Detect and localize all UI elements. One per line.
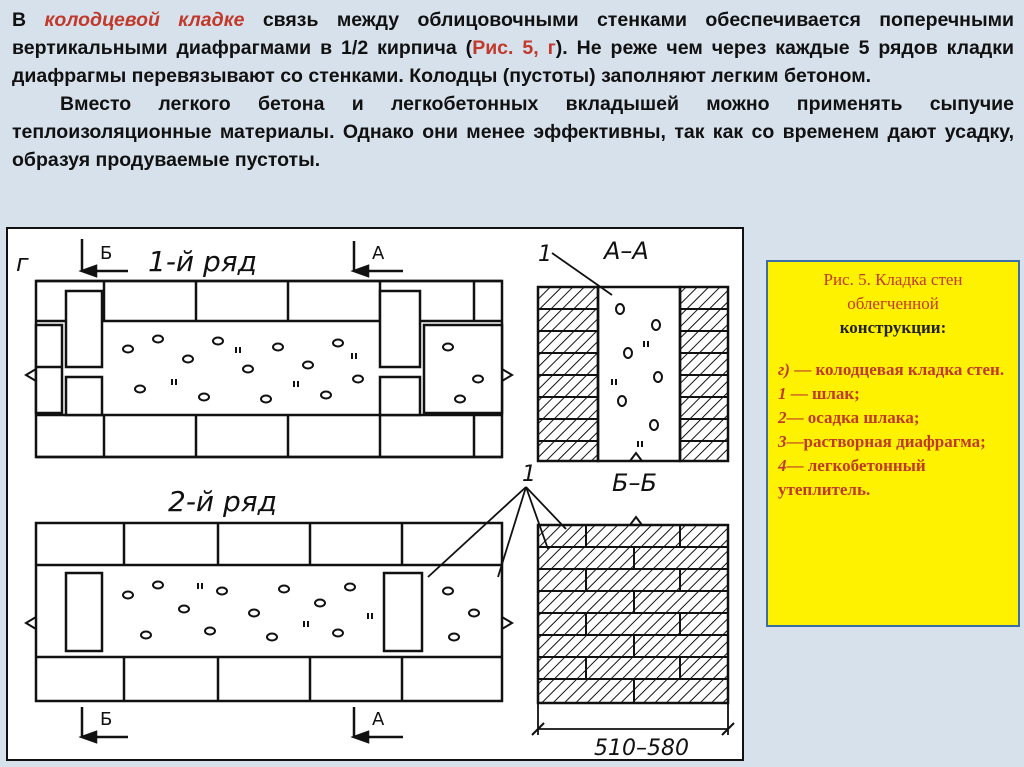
body-text [12, 6, 1014, 174]
legend-4-text: — легкобетонный утеплитель. [778, 456, 926, 499]
caption-title-1: Рис. 5. Кладка стен [823, 270, 963, 289]
masonry-figure [6, 227, 744, 761]
caption-title-2: облегченной [847, 294, 939, 313]
legend-1-num: 1 [778, 384, 787, 403]
legend-item-1 [778, 382, 1008, 406]
legend-3-text: —растворная диафрагма; [786, 432, 986, 451]
figure-reference: Рис. 5, г [472, 37, 556, 59]
paragraph-2: Вместо легкого бетона и легкобетонных вкладышей можно применять сыпучие теплоизоляционные материалы. Однако они менее эффективны, так как со временем дают усадку, образуя продуваемые пустоты. [12, 93, 1014, 171]
legend-item-2 [778, 406, 1008, 430]
row1-title: 1-й ряд [148, 245, 257, 278]
legend-item-3 [778, 430, 1008, 454]
row1-plan [26, 281, 512, 457]
caption-title-3-text: конструкции: [839, 318, 947, 337]
section-bb-title: Б–Б [612, 469, 657, 497]
legend-4-num: 4 [778, 456, 787, 475]
section-aa-title: А–А [604, 237, 649, 265]
section-bb [532, 517, 734, 735]
paragraph-1-text-b: ). Не реже чем через каждые 5 рядов кладки диафрагмы перевязывают со стенками. Колодцы (пустоты) заполняют легким бетоном. [12, 37, 1015, 87]
label-g: г [16, 249, 29, 277]
section-mark-b-bottom: Б [100, 709, 113, 730]
legend-3-num: 3 [778, 432, 787, 451]
legend-item-4 [778, 454, 1008, 502]
legend-g-prefix: г) [778, 360, 790, 379]
legend-2-text: — осадка шлака; [786, 408, 920, 427]
caption-title-3 [778, 316, 1008, 340]
masonry-drawing [8, 229, 746, 763]
section-mark-b-top: Б [100, 243, 113, 264]
highlight-term: колодцевой кладке [44, 9, 245, 31]
row2-plan [26, 523, 512, 701]
paragraph-1-text-a: связь между облицовочными стенками обеспечивается поперечными вертикальными диафрагмами в 1/2 кирпича ( [12, 9, 1015, 59]
paragraph-1 [12, 6, 1014, 90]
callout-1-row2: 1 [522, 462, 536, 487]
dimension-label: 510–580 [594, 736, 689, 761]
legend-2-num: 2 [778, 408, 787, 427]
legend-g-text: — колодцевая кладка стен. [789, 360, 1005, 379]
row2-title: 2-й ряд [168, 485, 277, 518]
caption-legend [778, 358, 1008, 502]
callout-1-aa: 1 [538, 242, 552, 267]
section-mark-a-bottom: А [372, 709, 385, 730]
figure-caption [766, 260, 1020, 627]
legend-item-g [778, 358, 1008, 382]
section-aa [538, 287, 728, 461]
paragraph-1-prefix: В [12, 9, 45, 31]
section-mark-a-top: А [372, 243, 385, 264]
legend-1-text: — шлак; [786, 384, 860, 403]
